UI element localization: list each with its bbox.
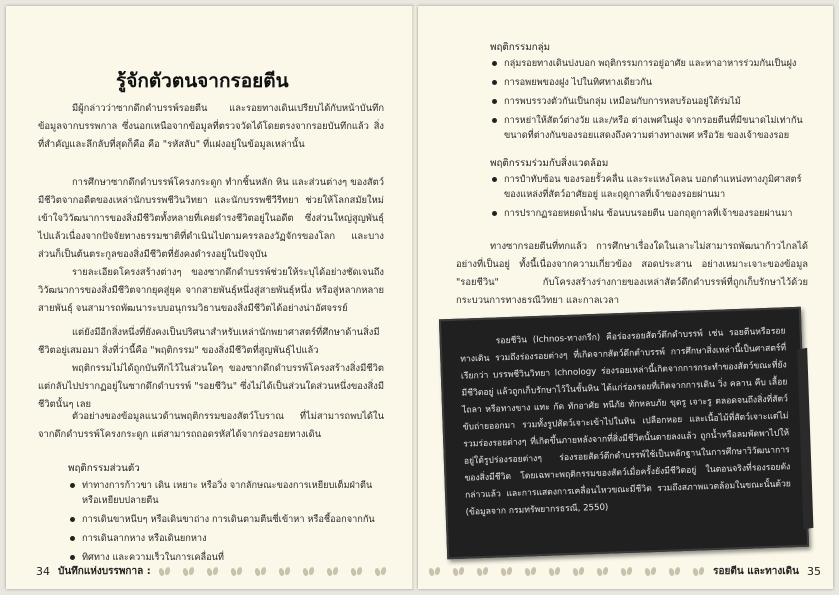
left-footer bbox=[36, 564, 387, 579]
list-item: กลุ่มรอยทางเดินบ่งบอก พฤติกรรมการอยู่อาศัย และหาอาหารร่วมกันเป็นฝูง bbox=[490, 56, 810, 71]
footprint-icon bbox=[501, 567, 513, 577]
footprint-icon bbox=[303, 567, 315, 577]
footprint-icon bbox=[159, 567, 171, 577]
environment-behavior-list bbox=[490, 172, 810, 225]
trace-fossil-paragraph: พฤติกรรมไม่ได้ถูกบันทึกไว้ในส่วนใดๆ ของซากดึกดำบรรพ์โครงสร้างสิ่งมีชีวิต แต่กลับไปปรากฏอยู่ในซากดึกดำบรรพ์ "รอยชีวิน" ซึ่งไม่ได้เป็นส่วนใดส่วนหนึ่งของสิ่งมีชีวิตนั้นๆ เลย bbox=[38, 363, 384, 410]
list-item: การพบรรวงตัวกันเป็นกลุ่ม เหมือนกับการหลบร้อนอยู่ใต้ร่มไม้ bbox=[490, 94, 810, 109]
list-item: การหย่าให้สัตว์ต่างวัย และ/หรือ ต่างเพศในฝูง จากรอยตีนที่มีขนาดไม่เท่ากันขนาดที่ต่างกันของรอยแสดงถึงความต่างทางเพศ หรือวัย ของเจ้าของรอย bbox=[490, 113, 810, 143]
right-page bbox=[418, 6, 833, 589]
individual-behavior-list bbox=[68, 478, 384, 569]
list-item: การปรากฏรอยหยดน้ำฝน ซ้อนบนรอยตีน บอกฤดูกาลที่เจ้าของรอยผ่านมา bbox=[490, 206, 810, 221]
footprint-icon bbox=[621, 567, 633, 577]
footprint-icon bbox=[669, 567, 681, 577]
list-item: การเดินลากหาง หรือเดินยกหาง bbox=[68, 531, 384, 546]
footprint-icon bbox=[573, 567, 585, 577]
footprint-icon bbox=[231, 567, 243, 577]
footprint-decoration bbox=[159, 567, 387, 577]
footprint-icon bbox=[597, 567, 609, 577]
book-title: รอยตีน และทางเดิน bbox=[713, 566, 799, 577]
page-number: 34 bbox=[36, 565, 50, 578]
footprint-icon bbox=[183, 567, 195, 577]
footprint-icon bbox=[279, 567, 291, 577]
footprint-icon bbox=[453, 567, 465, 577]
list-item: ท่าทางการก้าวขา เดิน เหยาะ หรือวิ่ง จากลักษณะของการเหยียบเต็มฝ่าตีน หรือเหยียบปลายตีน bbox=[68, 478, 384, 508]
list-item: การเดินขาหนีบๆ หรือเดินขาถ่าง การเดินตามตีนซี่เข้าหา หรือชี้ออกจากกัน bbox=[68, 512, 384, 527]
footprint-icon bbox=[525, 567, 537, 577]
ichnology-definition-box bbox=[439, 307, 809, 559]
right-footer bbox=[418, 564, 821, 579]
page-number: 35 bbox=[807, 565, 821, 578]
behavior-mystery-paragraph: แต่ยังมีอีกสิ่งหนึ่งที่ยังคงเป็นปริศนาสำหรับเหล่านักพยาศาสตร์ที่ศึกษาด้านสิ่งมีชีวิตอยู่เสมอมา สิ่งที่ว่านี้คือ "พฤติกรรม" ของสิ่งมีชีวิตที่สูญพันธุ์ไปแล้ว bbox=[38, 327, 380, 356]
footprint-icon bbox=[477, 567, 489, 577]
footprint-icon bbox=[255, 567, 267, 577]
ichnology-definition-text: รอยชีวิน (Ichnos-ทางกรีก) คือร่องรอยสัตว์ดึกดำบรรพ์ เช่น รอยตีนหรือรอยทางเดิน รวมถึงร่องรอยต่างๆ ที่เกิดจากสัตว์ดึกดำบรรพ์ การศึกษาสิ่งเหล่านี้เป็นศาสตร์ที่เรียกว่า บรรพชีวินวิทยา Ichnology ร่องรอยเหล่านี้เกิดจากการกระทำของสัตว์ขณะที่ยังมีชีวิตอยู่ แล้วถูกเก็บรักษาไว้ในชั้นหิน ได้แก่ร่องรอยที่เกิดจากการเดิน วิ่ง คลาน คืบ เลื้อย ไถลา หรือทางขาง แทะ กัด ทักอาศัย หนีภัย ทักหลบภัย ขุดรู เจาะรู ตลอดจนถึงสิ่งที่สัตว์ขับถ่ายออกมา รวมทั้งรูปสัตว์เจาะเข้าไปในหิน เปลือกหอย และเนื้อไม้ที่สัตว์เจาะแต่ไม่รวมร่องรอยต่างๆ ที่เกิดขึ้นภายหลังจากที่สิ่งมีชีวิตนั้นตายลงแล้ว ถูกน้ำหรือลมพัดพาไปให้อยู่ใต้รูปร่องรอยต่างๆ ร่องรอยสัตว์ดึกดำบรรพ์ใช้เป็นหลักฐานในการศึกษาวิวัฒนาการของสิ่งมีชีวิต โดยเฉพาะพฤติกรรมของสัตว์เมื่อครั้งยังมีชีวิตอยู่ ในตอนจริงที่รองรอยดังกล่าวแล้ว และการแสดงการเคลื่อนไหวขณะมีชีวิต รวมถึงสภาพแวดล้อมในขณะนั้นด้วย (ข้อมูลจาก กรมทรัพยากรธรณี, 2550) bbox=[460, 326, 792, 518]
summary-paragraph: ทางซากรอยตีนที่ทกแล้ว การศึกษาเรื่องใดในเลาะไม่สามารถพัฒนาก้าวไกลได้อย่างที่เป็นอยู่ ทั้งนี้เนื่องจากความเกี่ยวข้อง สอดประสาน อย่างเหมาะเจาะของข้อมูล "รอยชีวิน" กับโครงสร้างร่างกายของเหล่าสัตว์ดึกดำบรรพ์ที่ถูกเก็บรักษาไว้ด้วยกระบวนการทางธรณีวิทยา และกาลเวลา bbox=[456, 241, 808, 306]
book-title: บันทึกแห่งบรรพกาล : bbox=[58, 566, 151, 577]
footprint-icon bbox=[207, 567, 219, 577]
footprint-icon bbox=[693, 567, 705, 577]
footprint-icon bbox=[645, 567, 657, 577]
list-item: การอพยพของฝูง ไปในทิศทางเดียวกัน bbox=[490, 75, 810, 90]
footprint-decoration bbox=[418, 567, 705, 577]
fossil-study-paragraph: การศึกษาซากดึกดำบรรพ์โครงกระดูก ทำกชิ้นหลัก หิน และส่วนต่างๆ ของสัตว์มีชีวิตจากอดีตของเหล่านักบรรพชีวินวิทยา และนักบรรพชีวีรีทยา ช่วยให้โลกสมัยใหม่เข้าใจวิวัฒนาการของสิ่งมีชีวิตทั้งหลายที่เคยดำรงชีวิตอยู่ในอดีต ซึ่งส่วนใหญ่สูญพันธุ์ไปแล้วเนื่องจากปัจจัยทางธรรมชาติที่ดำเนินไปตามครรลองวัฏจักรของโลก และบางส่วนก็เป็นต้นตระกูลของสิ่งมีชีวิตที่ยังคงดำรงอยู่ในปัจจุบัน bbox=[38, 177, 384, 260]
footprint-icon bbox=[429, 567, 441, 577]
list-item: การปำทับซ้อน ของรอยรั้วคลื่น และระแหงโคลน บอกตำแหน่งทางภูมิศาสตร์ของแหล่งที่สัตว์อาศัยอยู่ และฤดูกาลที่เจ้าของรอยผ่านมา bbox=[490, 172, 810, 202]
evolution-paragraph: รายละเอียดโครงสร้างต่างๆ ของซากดึกดำบรรพ์ช่วยให้ระบุได้อย่างชัดเจนถึงวิวัฒนาการของสิ่งมีชีวิตจากยุคสู่ยุค จากสายพันธุ์หนึ่งสู่สายพันธุ์หนึ่ง หรือสู่หลากหลายสายพันธุ์ จนสามารถพัฒนาระบบอนุกรมวิธานของสิ่งมีชีวิตได้อย่างน่าอัศจรรย์ bbox=[38, 267, 384, 314]
group-behavior-heading: พฤติกรรมกลุ่ม bbox=[490, 42, 551, 53]
footprint-icon bbox=[549, 567, 561, 577]
chapter-title: รู้จักตัวตนจากรอยตีน bbox=[116, 70, 289, 92]
example-paragraph: ตัวอย่างของข้อมูลแนวด้านพฤติกรรมของสัตว์โบราณ ที่ไม่สามารถพบได้ในจากดึกดำบรรพ์โครงกระดูก แต่สามารถถอดรหัสได้จากร่องรอยทางเดิน bbox=[38, 411, 384, 440]
individual-behavior-heading: พฤติกรรมส่วนตัว bbox=[68, 463, 140, 474]
list-item: ทิศทาง และความเร็วในการเคลื่อนที่ bbox=[68, 550, 384, 565]
intro-paragraph: มีผู้กล่าวว่าซากดึกดำบรรพ์รอยตีน และรอยทางเดินเปรียบได้กับหน้าบันทึกข้อมูลจากบรรพกาล ซึ่งนอกเหนือจากข้อมูลที่ตรวจวัดได้โดยตรงจากรอยบันทึกแล้ว สิ่งที่สำคัญและลึกลับที่สุดก็คือ คือ "รหัสลับ" ที่แฝงอยู่ในข้อมูลเหล่านั้น bbox=[38, 103, 384, 150]
footprint-icon bbox=[351, 567, 363, 577]
footprint-icon bbox=[327, 567, 339, 577]
left-page bbox=[6, 6, 414, 589]
footprint-icon bbox=[375, 567, 387, 577]
environment-behavior-heading: พฤติกรรมร่วมกับสิ่งแวดล้อม bbox=[490, 158, 609, 169]
group-behavior-list bbox=[490, 56, 810, 147]
